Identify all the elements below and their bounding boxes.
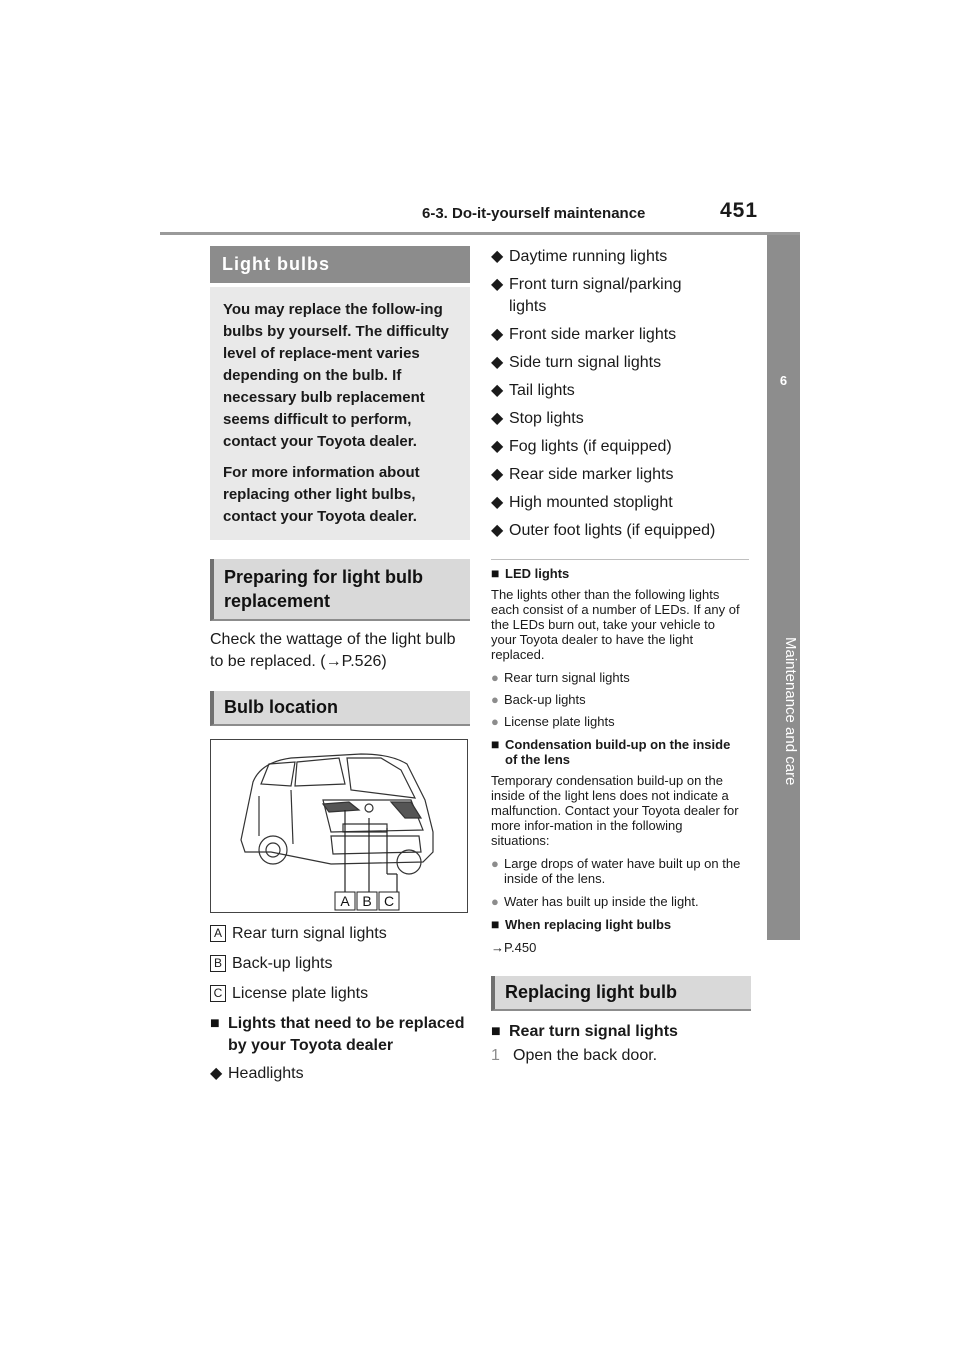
dot-bullet-icon: ● bbox=[491, 856, 499, 871]
diamond-bullet-icon: ◆ bbox=[491, 410, 504, 427]
list-item bbox=[491, 520, 751, 542]
list-item bbox=[491, 246, 751, 268]
condensation-item bbox=[491, 894, 751, 909]
led-item-text: Back-up lights bbox=[504, 692, 586, 707]
list-item bbox=[491, 352, 751, 374]
legend-item-b bbox=[210, 953, 470, 975]
minivan-rear-illustration bbox=[211, 740, 467, 912]
dealer-heading-text: Lights that need to be replaced by your Toyota dealer bbox=[228, 1015, 465, 1054]
dot-bullet-icon: ● bbox=[491, 692, 499, 707]
bulb-location-figure bbox=[210, 739, 468, 913]
diamond-bullet-icon: ◆ bbox=[491, 494, 504, 511]
chapter-number: 6 bbox=[779, 373, 788, 388]
led-item bbox=[491, 714, 751, 729]
led-heading bbox=[491, 566, 751, 581]
diamond-bullet-icon: ◆ bbox=[491, 276, 504, 293]
list-item bbox=[491, 380, 751, 402]
condensation-item-text: Large drops of water have built up on the inside of the lens. bbox=[504, 856, 741, 886]
legend-item-a bbox=[210, 923, 470, 945]
preparing-title: Preparing for light bulb replacement bbox=[210, 559, 470, 621]
chapter-tab bbox=[767, 235, 800, 940]
list-item bbox=[210, 1063, 470, 1085]
notes-divider bbox=[491, 559, 749, 560]
page-reference-link[interactable]: →P.450 bbox=[491, 940, 537, 955]
condensation-text: Temporary condensation build-up on the inside of the light lens does not indicate a malfunction. Contact your Toyota dealer for more infor-mation in the following situations: bbox=[491, 773, 739, 848]
legend-text-c: License plate lights bbox=[232, 985, 369, 1002]
step-text: Open the back door. bbox=[513, 1047, 658, 1064]
square-bullet-icon: ■ bbox=[491, 916, 500, 932]
legend-key-c: C bbox=[210, 985, 226, 1002]
when-replacing-heading bbox=[491, 917, 751, 932]
intro-box bbox=[210, 287, 470, 540]
list-item-text: High mounted stoplight bbox=[509, 494, 673, 511]
right-column bbox=[491, 246, 751, 1067]
condensation-heading bbox=[491, 737, 751, 767]
when-replacing-heading-text: When replacing light bulbs bbox=[505, 917, 672, 932]
diamond-bullet-icon: ◆ bbox=[491, 354, 504, 371]
diamond-bullet-icon: ◆ bbox=[491, 382, 504, 399]
intro-paragraph-2: For more information about replacing other light bulbs, contact your Toyota dealer. bbox=[223, 464, 420, 525]
rear-turn-heading bbox=[491, 1021, 751, 1043]
list-item-text: Front side marker lights bbox=[509, 326, 677, 343]
dealer-list-continued bbox=[491, 246, 751, 542]
figure-label-c: C bbox=[383, 893, 395, 909]
list-item bbox=[491, 492, 751, 514]
list-item-text: Outer foot lights (if equipped) bbox=[509, 522, 716, 539]
condensation-item-text: Water has built up inside the light. bbox=[504, 894, 699, 909]
list-item-text: Side turn signal lights bbox=[509, 354, 662, 371]
figure-label-b: B bbox=[362, 893, 372, 909]
list-item bbox=[491, 274, 751, 318]
header-rule bbox=[160, 232, 800, 235]
diamond-bullet-icon: ◆ bbox=[491, 466, 504, 483]
list-item-text: Tail lights bbox=[509, 382, 575, 399]
list-item-text: Headlights bbox=[228, 1065, 304, 1082]
left-column bbox=[210, 246, 470, 1085]
legend-item-c bbox=[210, 983, 470, 1005]
step-1 bbox=[491, 1045, 751, 1067]
condensation-heading-text: Condensation build-up on the inside of the lens bbox=[505, 737, 731, 767]
light-bulbs-title: Light bulbs bbox=[210, 246, 470, 283]
diamond-bullet-icon: ◆ bbox=[491, 326, 504, 343]
dot-bullet-icon: ● bbox=[491, 670, 499, 685]
square-bullet-icon: ■ bbox=[491, 1023, 501, 1040]
list-item bbox=[491, 324, 751, 346]
square-bullet-icon: ■ bbox=[491, 736, 500, 752]
diamond-bullet-icon: ◆ bbox=[210, 1065, 223, 1082]
condensation-item bbox=[491, 856, 751, 886]
diamond-bullet-icon: ◆ bbox=[491, 248, 504, 265]
led-item-text: Rear turn signal lights bbox=[504, 670, 630, 685]
intro-paragraph-1: You may replace the follow-ing bulbs by yourself. The difficulty level of replace-ment varies depending on the bulb. If necessary bulb replacement seems difficult to perform, contact your Toyota dealer. bbox=[223, 301, 449, 450]
rear-turn-heading-text: Rear turn signal lights bbox=[509, 1023, 678, 1040]
list-item-text: Front turn signal/parking lights bbox=[509, 276, 682, 315]
square-bullet-icon: ■ bbox=[210, 1015, 220, 1032]
list-item-text: Fog lights (if equipped) bbox=[509, 438, 672, 455]
led-item bbox=[491, 692, 751, 707]
dealer-heading bbox=[210, 1013, 470, 1057]
led-text: The lights other than the following lights each consist of a number of LEDs. If any of the LEDs burn out, take your vehicle to your Toyota dealer to have the light replaced. bbox=[491, 587, 740, 662]
check-wattage-text: Check the wattage of the light bulb to be replaced. (→P.526) bbox=[210, 631, 456, 670]
legend-key-a: A bbox=[210, 925, 226, 942]
page-number: 451 bbox=[720, 199, 759, 222]
dot-bullet-icon: ● bbox=[491, 894, 499, 909]
legend-text-b: Back-up lights bbox=[232, 955, 333, 972]
diamond-bullet-icon: ◆ bbox=[491, 522, 504, 539]
legend-key-b: B bbox=[210, 955, 226, 972]
dot-bullet-icon: ● bbox=[491, 714, 499, 729]
bulb-location-title: Bulb location bbox=[210, 691, 470, 726]
list-item-text: Rear side marker lights bbox=[509, 466, 674, 483]
led-heading-text: LED lights bbox=[505, 566, 570, 581]
figure-label-a: A bbox=[340, 893, 350, 909]
square-bullet-icon: ■ bbox=[491, 565, 500, 581]
list-item-text: Stop lights bbox=[509, 410, 584, 427]
diamond-bullet-icon: ◆ bbox=[491, 438, 504, 455]
list-item bbox=[491, 436, 751, 458]
list-item bbox=[491, 464, 751, 486]
chapter-label: Maintenance and care bbox=[782, 637, 799, 786]
list-item-text: Daytime running lights bbox=[509, 248, 668, 265]
step-number: 1 bbox=[491, 1047, 500, 1064]
page-header bbox=[160, 199, 800, 235]
section-title: 6-3. Do-it-yourself maintenance bbox=[422, 205, 646, 222]
led-item-text: License plate lights bbox=[504, 714, 615, 729]
replacing-light-bulb-title: Replacing light bulb bbox=[491, 976, 751, 1011]
list-item bbox=[491, 408, 751, 430]
legend-text-a: Rear turn signal lights bbox=[232, 925, 387, 942]
led-item bbox=[491, 670, 751, 685]
